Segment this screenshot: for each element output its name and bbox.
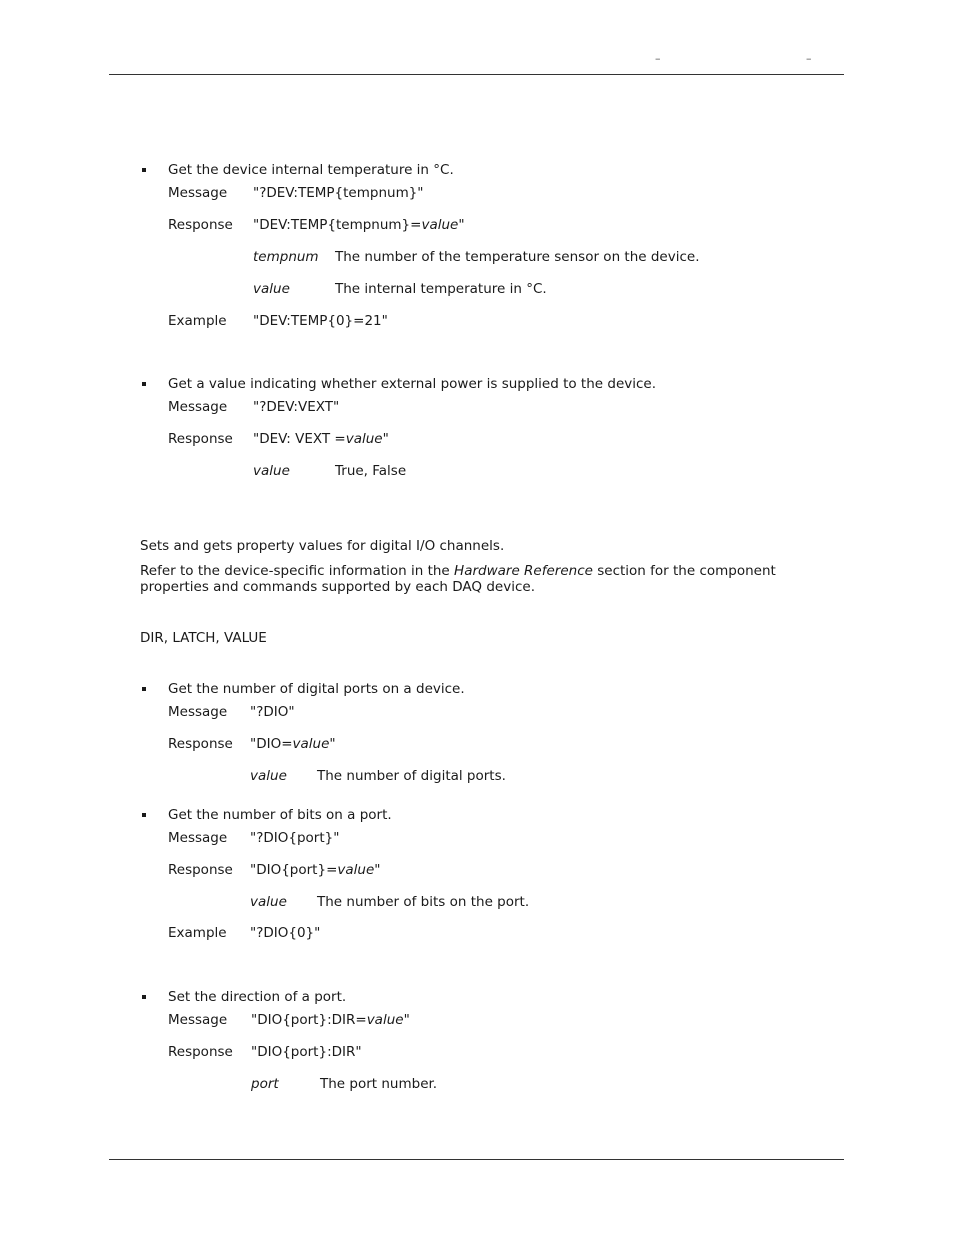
dio-dir-bullet-text: Set the direction of a port. [168, 989, 347, 1005]
dio-bits-example: "?DIO{0}" [250, 925, 321, 941]
vext-message: "?DEV:VEXT" [253, 399, 340, 415]
dio-bits-param-value-desc: The number of bits on the port. [317, 894, 530, 910]
bullet-marker [142, 995, 146, 999]
header-mark-right: – [806, 52, 812, 65]
dio-dir-response: "DIO{port}:DIR" [251, 1044, 362, 1060]
bullet-marker [142, 382, 146, 386]
temp-response: "DEV:TEMP{tempnum}=value" [253, 217, 465, 233]
vext-param-value-desc: True, False [335, 463, 407, 479]
temp-param-value: value [253, 281, 290, 297]
dio-properties: DIR, LATCH, VALUE [140, 630, 267, 646]
temp-param-tempnum: tempnum [253, 249, 319, 265]
footer-rule [109, 1159, 844, 1160]
vext-bullet-text: Get a value indicating whether external power is supplied to the device. [168, 376, 657, 392]
dio-bits-response-label: Response [168, 862, 233, 878]
dio-intro-line: Sets and gets property values for digital I/O channels. [140, 538, 505, 554]
dio-dir-message-label: Message [168, 1012, 228, 1028]
dio-reference-paragraph: Refer to the device-specific information in the Hardware Reference section for the component properties and commands supported by each DAQ device. [140, 563, 776, 595]
dio-dir-response-label: Response [168, 1044, 233, 1060]
vext-message-label: Message [168, 399, 228, 415]
dio-bits-param-value: value [250, 894, 287, 910]
dio-bits-example-label: Example [168, 925, 227, 941]
dio-ports-message-label: Message [168, 704, 228, 720]
temp-example: "DEV:TEMP{0}=21" [253, 313, 388, 329]
dio-bits-message: "?DIO{port}" [250, 830, 340, 846]
dio-ports-message: "?DIO" [250, 704, 295, 720]
dio-ports-bullet-text: Get the number of digital ports on a device. [168, 681, 465, 697]
temp-response-label: Response [168, 217, 233, 233]
temp-example-label: Example [168, 313, 227, 329]
dio-dir-param-port-desc: The port number. [320, 1076, 438, 1092]
temp-message: "?DEV:TEMP{tempnum}" [253, 185, 424, 201]
dio-ports-response-label: Response [168, 736, 233, 752]
dio-dir-param-port: port [251, 1076, 279, 1092]
bullet-marker [142, 687, 146, 691]
dio-dir-message: "DIO{port}:DIR=value" [251, 1012, 410, 1028]
vext-response-label: Response [168, 431, 233, 447]
dio-bits-message-label: Message [168, 830, 228, 846]
temp-message-label: Message [168, 185, 228, 201]
dio-bits-response: "DIO{port}=value" [250, 862, 381, 878]
temp-param-tempnum-desc: The number of the temperature sensor on the device. [335, 249, 700, 265]
dio-ports-param-value-desc: The number of digital ports. [317, 768, 506, 784]
dio-ports-response: "DIO=value" [250, 736, 336, 752]
dio-ports-param-value: value [250, 768, 287, 784]
vext-param-value: value [253, 463, 290, 479]
header-mark-left: – [655, 52, 661, 65]
header-rule [109, 74, 844, 75]
vext-response: "DEV: VEXT =value" [253, 431, 389, 447]
bullet-marker [142, 168, 146, 172]
temp-param-value-desc: The internal temperature in °C. [335, 281, 547, 297]
bullet-marker [142, 813, 146, 817]
dio-bits-bullet-text: Get the number of bits on a port. [168, 807, 392, 823]
temp-bullet-text: Get the device internal temperature in °C. [168, 162, 454, 178]
